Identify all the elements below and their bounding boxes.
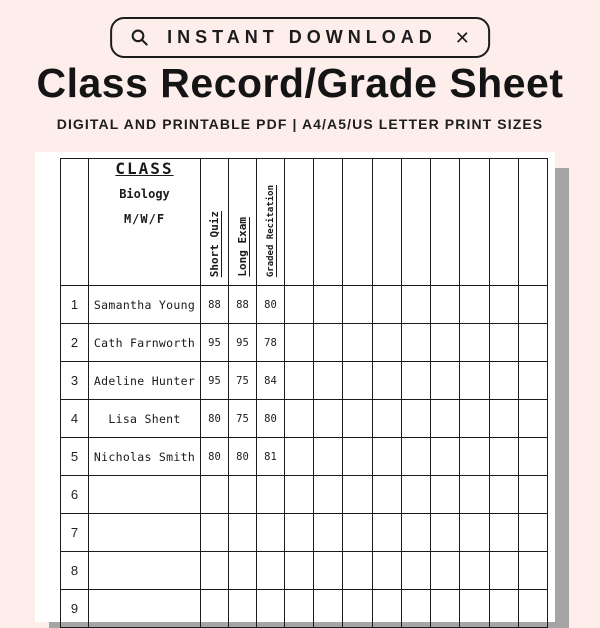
column-label: Graded Recitation <box>265 184 276 277</box>
empty-cell <box>518 324 547 362</box>
score-cell: 80 <box>201 400 229 438</box>
student-name-cell <box>89 590 201 628</box>
student-name-cell <box>89 476 201 514</box>
empty-cell <box>460 286 489 324</box>
empty-cell <box>343 400 372 438</box>
empty-cell <box>372 400 401 438</box>
header-row <box>61 159 548 286</box>
empty-cell <box>489 400 518 438</box>
empty-cell <box>518 514 547 552</box>
row-number-cell: 1 <box>61 286 89 324</box>
empty-cell <box>285 324 314 362</box>
student-name-cell <box>89 552 201 590</box>
empty-cell <box>489 590 518 628</box>
score-cell <box>201 514 229 552</box>
row-number-cell: 2 <box>61 324 89 362</box>
score-cell: 80 <box>229 438 257 476</box>
class-header-cell <box>89 159 201 286</box>
score-cell <box>229 476 257 514</box>
empty-column-header <box>285 159 314 286</box>
empty-cell <box>285 362 314 400</box>
table-row <box>61 400 548 438</box>
row-number-cell: 8 <box>61 552 89 590</box>
table-row <box>61 552 548 590</box>
empty-cell <box>431 590 460 628</box>
student-name-cell <box>89 514 201 552</box>
score-cell: 80 <box>201 438 229 476</box>
score-cell: 75 <box>229 362 257 400</box>
score-cell: 81 <box>257 438 285 476</box>
empty-cell <box>460 590 489 628</box>
score-cell: 95 <box>201 362 229 400</box>
score-cell <box>257 552 285 590</box>
empty-cell <box>518 400 547 438</box>
empty-cell <box>401 438 430 476</box>
empty-cell <box>460 324 489 362</box>
empty-column-header <box>314 159 343 286</box>
score-cell: 95 <box>229 324 257 362</box>
score-cell: 88 <box>229 286 257 324</box>
table-row <box>61 590 548 628</box>
empty-cell <box>431 514 460 552</box>
empty-cell <box>372 362 401 400</box>
empty-cell <box>285 400 314 438</box>
empty-cell <box>343 324 372 362</box>
empty-cell <box>314 400 343 438</box>
score-cell: 84 <box>257 362 285 400</box>
empty-cell <box>372 438 401 476</box>
empty-cell <box>489 514 518 552</box>
empty-column-header <box>372 159 401 286</box>
empty-cell <box>314 438 343 476</box>
empty-cell <box>343 590 372 628</box>
table-row <box>61 438 548 476</box>
empty-cell <box>431 362 460 400</box>
table-row <box>61 362 548 400</box>
empty-column-header <box>460 159 489 286</box>
empty-cell <box>285 476 314 514</box>
empty-cell <box>372 286 401 324</box>
row-number-cell: 9 <box>61 590 89 628</box>
score-cell <box>229 552 257 590</box>
score-cell: 78 <box>257 324 285 362</box>
score-cell <box>257 476 285 514</box>
empty-cell <box>518 590 547 628</box>
empty-cell <box>431 552 460 590</box>
instant-download-badge <box>110 17 490 58</box>
empty-cell <box>518 438 547 476</box>
empty-cell <box>285 438 314 476</box>
table-row <box>61 286 548 324</box>
score-cell <box>201 476 229 514</box>
empty-cell <box>431 438 460 476</box>
empty-cell <box>401 286 430 324</box>
student-name-cell: Nicholas Smith <box>89 438 201 476</box>
empty-cell <box>518 286 547 324</box>
empty-cell <box>343 438 372 476</box>
empty-cell <box>314 362 343 400</box>
empty-cell <box>372 324 401 362</box>
empty-cell <box>343 286 372 324</box>
empty-cell <box>343 476 372 514</box>
empty-cell <box>518 476 547 514</box>
empty-cell <box>460 552 489 590</box>
column-label: Long Exam <box>236 217 249 277</box>
student-name-cell: Lisa Shent <box>89 400 201 438</box>
close-icon[interactable]: ✕ <box>454 27 470 48</box>
empty-cell <box>343 514 372 552</box>
table-row <box>61 476 548 514</box>
empty-cell <box>401 476 430 514</box>
score-cell: 88 <box>201 286 229 324</box>
row-number-cell: 3 <box>61 362 89 400</box>
empty-cell <box>314 286 343 324</box>
table-row <box>61 324 548 362</box>
student-name-cell: Cath Farnworth <box>89 324 201 362</box>
empty-cell <box>372 552 401 590</box>
empty-cell <box>343 362 372 400</box>
empty-column-header <box>343 159 372 286</box>
score-cell <box>257 590 285 628</box>
grade-table <box>60 158 548 628</box>
score-cell <box>257 514 285 552</box>
empty-column-header <box>401 159 430 286</box>
row-number-cell: 4 <box>61 400 89 438</box>
empty-cell <box>401 590 430 628</box>
table-row <box>61 514 548 552</box>
score-cell <box>229 514 257 552</box>
empty-cell <box>489 324 518 362</box>
column-label: Short Quiz <box>208 210 221 277</box>
empty-cell <box>372 476 401 514</box>
score-cell: 75 <box>229 400 257 438</box>
grade-table-body <box>61 286 548 628</box>
empty-cell <box>431 400 460 438</box>
page-title: Class Record/Grade Sheet <box>36 60 564 106</box>
empty-column-header <box>518 159 547 286</box>
class-name: Biology <box>119 187 170 201</box>
class-label: CLASS <box>115 159 174 178</box>
score-cell <box>201 590 229 628</box>
empty-cell <box>460 400 489 438</box>
search-icon <box>130 28 149 47</box>
page-subtitle: DIGITAL AND PRINTABLE PDF | A4/A5/US LETTER PRINT SIZES <box>56 116 544 132</box>
empty-cell <box>460 514 489 552</box>
empty-cell <box>314 324 343 362</box>
empty-cell <box>489 438 518 476</box>
empty-cell <box>518 362 547 400</box>
empty-cell <box>314 552 343 590</box>
empty-column-header <box>489 159 518 286</box>
column-header-graded-recitation <box>257 159 285 286</box>
empty-cell <box>460 438 489 476</box>
empty-cell <box>314 590 343 628</box>
empty-cell <box>314 514 343 552</box>
empty-cell <box>460 476 489 514</box>
empty-cell <box>401 552 430 590</box>
score-cell: 80 <box>257 286 285 324</box>
row-number-cell: 5 <box>61 438 89 476</box>
student-name-cell: Samantha Young <box>89 286 201 324</box>
row-number-cell: 7 <box>61 514 89 552</box>
row-number-cell: 6 <box>61 476 89 514</box>
empty-cell <box>489 552 518 590</box>
empty-cell <box>401 362 430 400</box>
empty-cell <box>372 590 401 628</box>
empty-cell <box>489 476 518 514</box>
empty-cell <box>343 552 372 590</box>
column-header-long-exam <box>229 159 257 286</box>
empty-cell <box>460 362 489 400</box>
empty-cell <box>285 590 314 628</box>
empty-cell <box>285 552 314 590</box>
empty-cell <box>285 286 314 324</box>
number-column-header <box>61 159 89 286</box>
badge-label: INSTANT DOWNLOAD <box>167 27 437 47</box>
empty-cell <box>401 514 430 552</box>
column-header-short-quiz <box>201 159 229 286</box>
empty-cell <box>285 514 314 552</box>
empty-cell <box>518 552 547 590</box>
empty-cell <box>372 514 401 552</box>
score-cell: 95 <box>201 324 229 362</box>
empty-column-header <box>431 159 460 286</box>
student-name-cell: Adeline Hunter <box>89 362 201 400</box>
empty-cell <box>401 400 430 438</box>
score-cell <box>229 590 257 628</box>
empty-cell <box>401 324 430 362</box>
empty-cell <box>431 324 460 362</box>
empty-cell <box>431 286 460 324</box>
empty-cell <box>489 286 518 324</box>
empty-cell <box>489 362 518 400</box>
class-schedule: M/W/F <box>123 212 166 226</box>
empty-cell <box>431 476 460 514</box>
empty-cell <box>314 476 343 514</box>
grade-sheet-paper <box>35 152 555 622</box>
score-cell <box>201 552 229 590</box>
score-cell: 80 <box>257 400 285 438</box>
